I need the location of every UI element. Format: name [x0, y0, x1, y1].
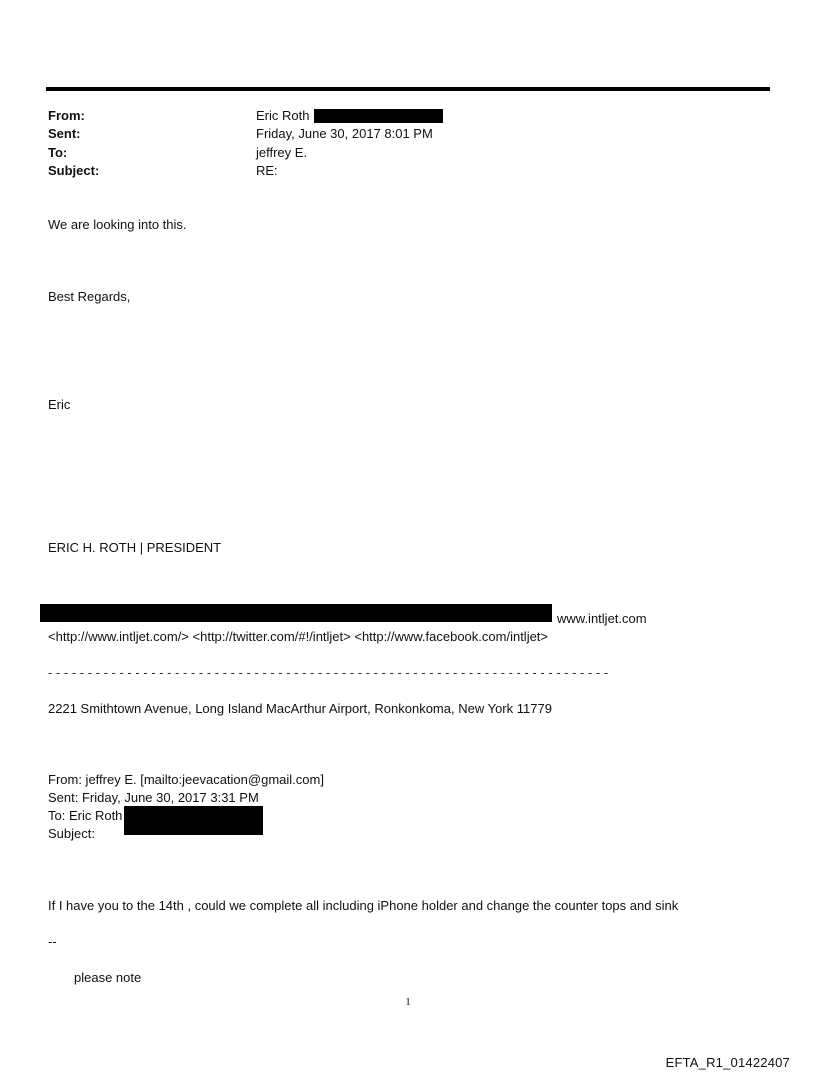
redaction-bar [124, 806, 263, 835]
quoted-message: If I have you to the 14th , could we complete all including iPhone holder and change the counter tops and sink [48, 898, 679, 913]
subject-label: Subject: [48, 163, 100, 178]
to-value: jeffrey E. [256, 145, 308, 160]
subject-value: RE: [256, 163, 278, 178]
address: 2221 Smithtown Avenue, Long Island MacArthur Airport, Ronkonkoma, New York 11779 [48, 701, 552, 716]
divider: - - - - - - - - - - - - - - - - - - - - - - - - - - - - - - - - - - - - - - - - - - - - - - - - - - - - - - - - - - - - - - - - - - - - - - - [48, 665, 609, 680]
quoted-from: From: jeffrey E. [mailto:jeevacation@gmail.com] [48, 772, 324, 787]
page-number: 1 [405, 996, 411, 1008]
redaction-bar [40, 604, 552, 622]
header-rule [46, 87, 770, 91]
social-links[interactable]: <http://www.intljet.com/> <http://twitter.com/#!/intljet> <http://www.facebook.com/intljet> [48, 629, 549, 644]
body-line: We are looking into this. [48, 217, 187, 232]
signature-dashes: -- [48, 934, 57, 949]
document-id: EFTA_R1_01422407 [665, 1055, 790, 1070]
to-label: To: [48, 145, 68, 160]
website-link[interactable]: www.intljet.com [557, 611, 647, 626]
quoted-to: To: Eric Roth [48, 808, 123, 823]
signature-title: ERIC H. ROTH | PRESIDENT [48, 540, 222, 555]
redaction-bar [314, 109, 443, 123]
quoted-sent: Sent: Friday, June 30, 2017 3:31 PM [48, 790, 259, 805]
from-value: Eric Roth [256, 108, 310, 123]
sent-label: Sent: [48, 126, 81, 141]
sent-value: Friday, June 30, 2017 8:01 PM [256, 126, 433, 141]
from-label: From: [48, 108, 85, 123]
sender-name: Eric [48, 397, 71, 412]
note-text: please note [74, 970, 142, 985]
closing: Best Regards, [48, 289, 131, 304]
quoted-subject: Subject: [48, 826, 95, 841]
